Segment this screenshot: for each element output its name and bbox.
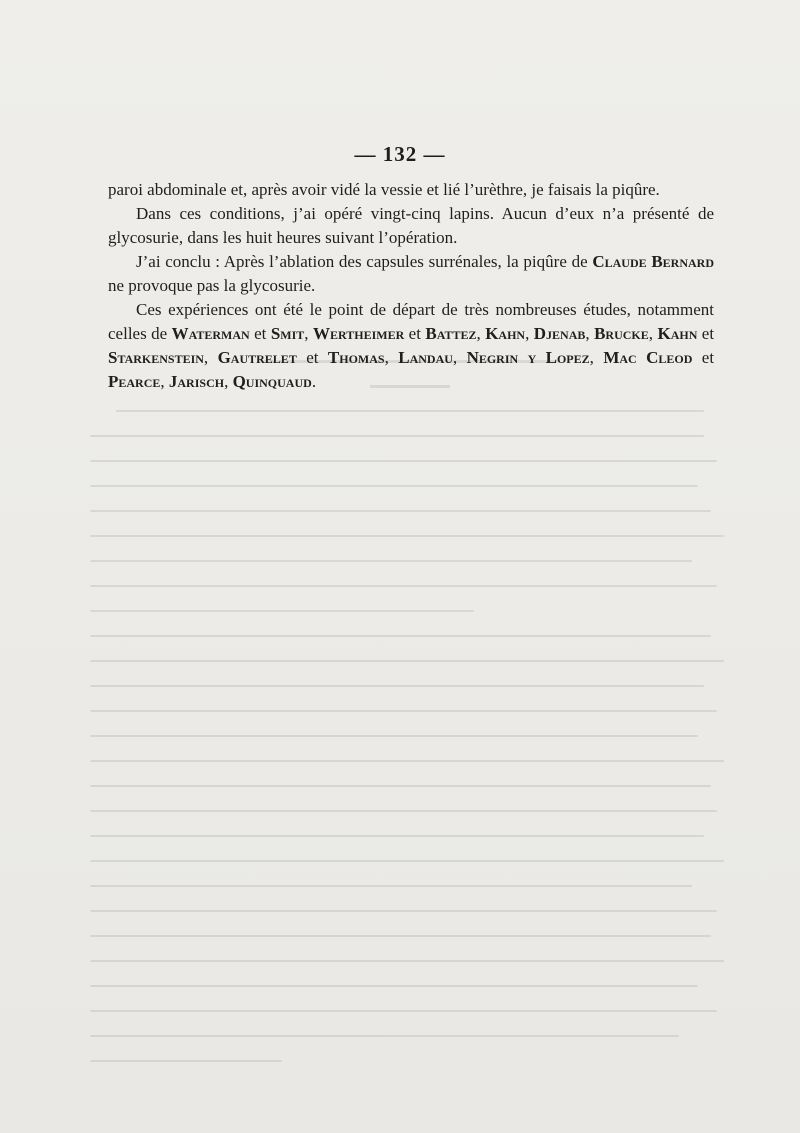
author-name: Negrin y Lopez: [466, 348, 590, 367]
paragraph-3-text-start: J’ai conclu : Après l’ablation des capsules surrénales, la piqûre de: [136, 252, 593, 271]
author-name: Gautrelet: [217, 348, 297, 367]
author-name: Brucke: [594, 324, 649, 343]
author-name: Waterman: [171, 324, 250, 343]
author-name: Claude Bernard: [592, 252, 714, 271]
page-number: — 132 —: [354, 142, 446, 166]
paragraph-3-text-end: ne provoque pas la glycosurie.: [108, 276, 316, 295]
author-name: Wertheimer: [312, 324, 405, 343]
author-name: Quinquaud: [232, 372, 312, 391]
paragraph-4-text-start: Ces expériences ont été le point de départ de très nombreuses études, notamment celles de: [108, 300, 714, 343]
paragraph-3: [108, 250, 714, 298]
author-name: Thomas: [327, 348, 385, 367]
author-name: Djenab: [533, 324, 586, 343]
paragraph-2: Dans ces conditions, j’ai opéré vingt-cinq lapins. Aucun d’eux n’a présenté de glycosurie, dans les huit heures suivant l’opération.: [108, 204, 714, 247]
author-name: Kahn: [657, 324, 698, 343]
author-name: Starkenstein: [108, 348, 204, 367]
author-name: Jarisch: [168, 372, 225, 391]
author-name: Kahn: [485, 324, 526, 343]
author-name: Smit: [270, 324, 305, 343]
reverse-side-bleed-through: [90, 360, 730, 1060]
paragraph-4: Ces expériences ont été le point de départ de très nombreuses études, notamment celles de Waterman et Smit, Wertheimer et Battez, Kahn, Djenab, Brucke, Kahn et Starkenstein, Gautrelet et Thomas, Landau, Negrin y Lopez, Mac Cleod et Pearce, Jarisch, Quinquaud.: [108, 300, 715, 391]
body-text: [108, 178, 714, 394]
author-name: Mac Cleod: [603, 348, 693, 367]
paragraph-1: paroi abdominale et, après avoir vidé la vessie et lié l’urèthre, je faisais la piqûre.: [108, 180, 660, 199]
author-name: Pearce: [108, 372, 161, 391]
author-name: Battez: [425, 324, 477, 343]
author-name: Landau: [398, 348, 453, 367]
